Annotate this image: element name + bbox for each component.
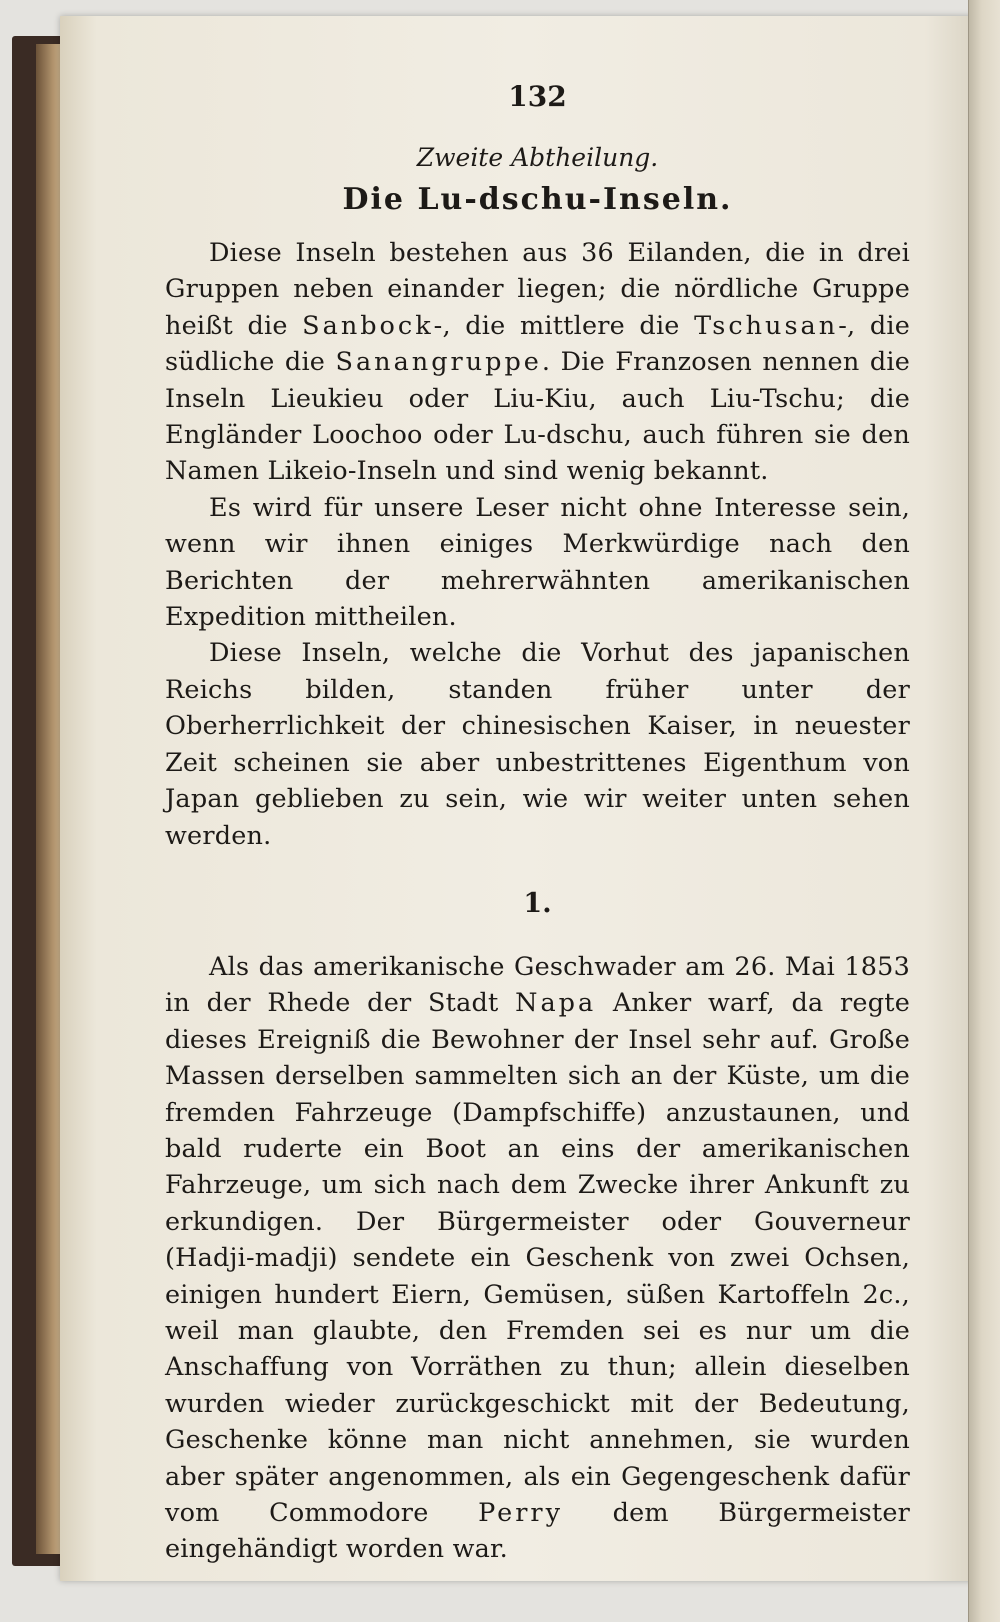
page-number: 132: [508, 80, 567, 113]
adjacent-page-edge: [968, 0, 1000, 1622]
emphasis-sanangruppe: Sanangruppe: [335, 347, 542, 378]
page-content: [165, 80, 910, 1568]
section-label: Zweite Abtheilung.: [416, 143, 659, 172]
paragraph-2: Es wird für unsere Leser nicht ohne Interesse sein, wenn wir ihnen einiges Merkwürdige nach den Berichten der mehrerwähnten amerikanischen Expedition mittheilen.: [165, 492, 910, 633]
emphasis-perry: Perry: [478, 1498, 563, 1528]
paragraph-4: Als das amerikanische Geschwader am 26. Mai 1853 in der Rhede der Stadt Napa Anker warf, da regte dieses Ereigniß die Bewohner der Insel sehr auf. Große Massen derselben sammelten sich an der Küste, um die fremden Fahrzeuge (Dampfschiffe) anzustaunen, und bald ruderte ein Boot an eins der amerikanischen Fahrzeuge, um sich nach dem Zwecke ihrer Ankunft zu erkundigen. Der Bürgermeister oder Gouverneur (Hadji-madji) sendete ein Geschenk von zwei Ochsen, einigen hundert Eiern, Gemüsen, süßen Kartoffeln 2c., weil man glaubte, den Fremden sei es nur um die Anschaffung von Vorräthen zu thun; allein dieselben wurden wieder zurückgeschickt mit der Bedeutung, Geschenke könne man nicht annehmen, sie wurden aber später angenommen, als ein Gegengeschenk dafür vom Commodore Perry dem Bürgermeister eingehändigt worden war.: [165, 951, 910, 1565]
sub-section-number: 1.: [523, 887, 552, 919]
paragraph-3: Diese Inseln, welche die Vorhut des japanischen Reichs bilden, standen früher unter der Oberherrlichkeit der chinesischen Kaiser, in neuester Zeit scheinen sie aber unbestrittenes Eigenthum von Japan geblieben zu sein, wie wir weiter unten sehen werden.: [165, 638, 910, 851]
chapter-title: Die Lu-dschu-Inseln.: [342, 182, 733, 217]
emphasis-sanbock: Sanbock: [302, 310, 434, 341]
emphasis-napa: Napa: [515, 988, 597, 1019]
paragraph-1: Diese Inseln bestehen aus 36 Eilanden, die in drei Gruppen neben einander liegen; die nördliche Gruppe heißt die Sanbock-, die mittlere die Tschusan-, die südliche die Sanangruppe. Die Franzosen nennen die Inseln Lieukieu oder Liu-Kiu, auch Liu-Tschu; die Engländer Loochoo oder Lu-dschu, auch führen sie den Namen Likeio-Inseln und sind wenig bekannt.: [165, 238, 910, 487]
emphasis-tschusan: Tschusan: [694, 310, 839, 341]
